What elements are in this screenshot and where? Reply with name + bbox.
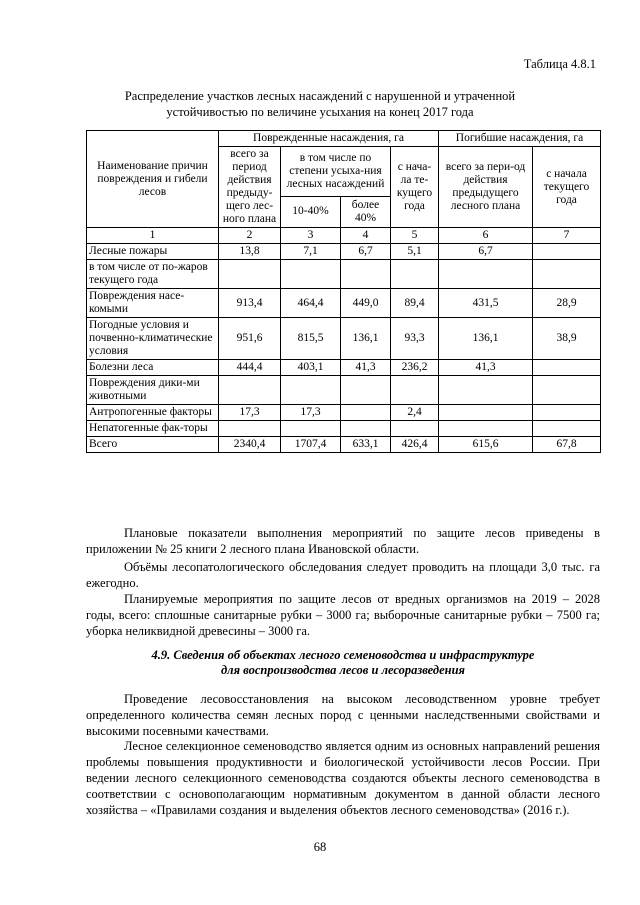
header-name-column: Наименование причин повреждения и гибели лесов bbox=[87, 131, 219, 228]
table-row bbox=[87, 421, 601, 437]
table-row: Болезни леса 444,4 403,1 41,3 236,2 41,3 bbox=[87, 360, 601, 376]
row-label: Повреждения дики-ми животными bbox=[87, 376, 219, 405]
table-row: Антропогенные факторы 17,3 17,3 2,4 bbox=[87, 405, 601, 421]
table-row bbox=[87, 260, 601, 289]
table-row-total: Всего 2340,4 1707,4 633,1 426,4 615,6 67,8 bbox=[87, 437, 601, 453]
row-label: Антропогенные факторы bbox=[87, 405, 219, 421]
header-drying-group: в том числе по степени усыха-ния лесных насаждений bbox=[281, 147, 391, 197]
table-row: Повреждения насе-комыми 913,4 464,4 449,0 89,4 431,5 28,9 bbox=[87, 289, 601, 318]
data-table bbox=[86, 130, 601, 453]
header-dead-total-prev: всего за пери-од действия предыдущего лесного плана bbox=[439, 147, 533, 228]
row-label: Погодные условия и почвенно-климатические условия bbox=[87, 318, 219, 360]
paragraph-reforestation: Проведение лесовосстановления на высоком лесоводственном уровне требует определенного количества семян лесных пород с ценными наследственными свойствами и высокими посевными качествами. bbox=[86, 692, 600, 738]
section-heading-line2: для воспроизводства лесов и лесоразведения bbox=[220, 663, 465, 677]
row-label: Непатогенные фак-торы bbox=[87, 421, 219, 437]
table-number: Таблица 4.8.1 bbox=[523, 57, 596, 71]
page-number: 68 bbox=[313, 840, 327, 854]
paragraph-seed-breeding: Лесное селекционное семеноводство является одним из основных направлений решения проблемы повышения продуктивности и биологической устойчивости лесов России. При ведении лесного селекционного семеноводства создаются объекты лесного семеноводства в соответствии с основополагающим нормативным документом в данной области лесного хозяйства – «Правилами создания и выделения объектов лесного семеноводства» (2016 г.). bbox=[86, 739, 600, 817]
column-index-row: 1 2 3 4 5 6 7 bbox=[87, 228, 601, 244]
row-label: в том числе от по-жаров текущего года bbox=[87, 260, 219, 289]
table-caption: Распределение участков лесных насаждений с нарушенной и утраченной устойчивостью по величине усыхания на конец 2017 года bbox=[124, 89, 516, 119]
header-total-prev: всего за период действия предыду-щего лес-ного плана bbox=[219, 147, 281, 228]
header-since-current-dead: с начала текущего года bbox=[533, 147, 601, 228]
row-label: Всего bbox=[87, 437, 219, 453]
section-heading-line1: 4.9. Сведения об объектах лесного семеноводства и инфраструктуре bbox=[151, 648, 535, 662]
header-pct-over-40: более 40% bbox=[341, 196, 391, 227]
paragraph-planned-measures: Планируемые мероприятия по защите лесов от вредных организмов на 2019 – 2028 годы, всего: сплошные санитарные рубки – 3000 га; выборочные санитарные рубки – 7500 га; уборка неликвидной древесины – 3000 га. bbox=[86, 592, 600, 638]
row-label: Лесные пожары bbox=[87, 244, 219, 260]
row-label: Повреждения насе-комыми bbox=[87, 289, 219, 318]
header-since-current-damaged: с нача-ла те-кущего года bbox=[391, 147, 439, 228]
header-dead-group: Погибшие насаждения, га bbox=[439, 131, 601, 147]
header-damaged-group: Поврежденные насаждения, га bbox=[219, 131, 439, 147]
paragraph-survey-volume: Объёмы лесопатологического обследования следует проводить на площади 3,0 тыс. га ежегодно. bbox=[86, 560, 600, 590]
table-row bbox=[87, 376, 601, 405]
row-label: Болезни леса bbox=[87, 360, 219, 376]
table-row: Погодные условия и почвенно-климатические условия 951,6 815,5 136,1 93,3 136,1 38,9 bbox=[87, 318, 601, 360]
header-pct-10-40: 10-40% bbox=[281, 196, 341, 227]
table-row: Лесные пожары 13,8 7,1 6,7 5,1 6,7 bbox=[87, 244, 601, 260]
paragraph-plan-indicators: Плановые показатели выполнения мероприятий по защите лесов приведены в приложении № 25 книги 2 лесного плана Ивановской области. bbox=[86, 526, 600, 556]
